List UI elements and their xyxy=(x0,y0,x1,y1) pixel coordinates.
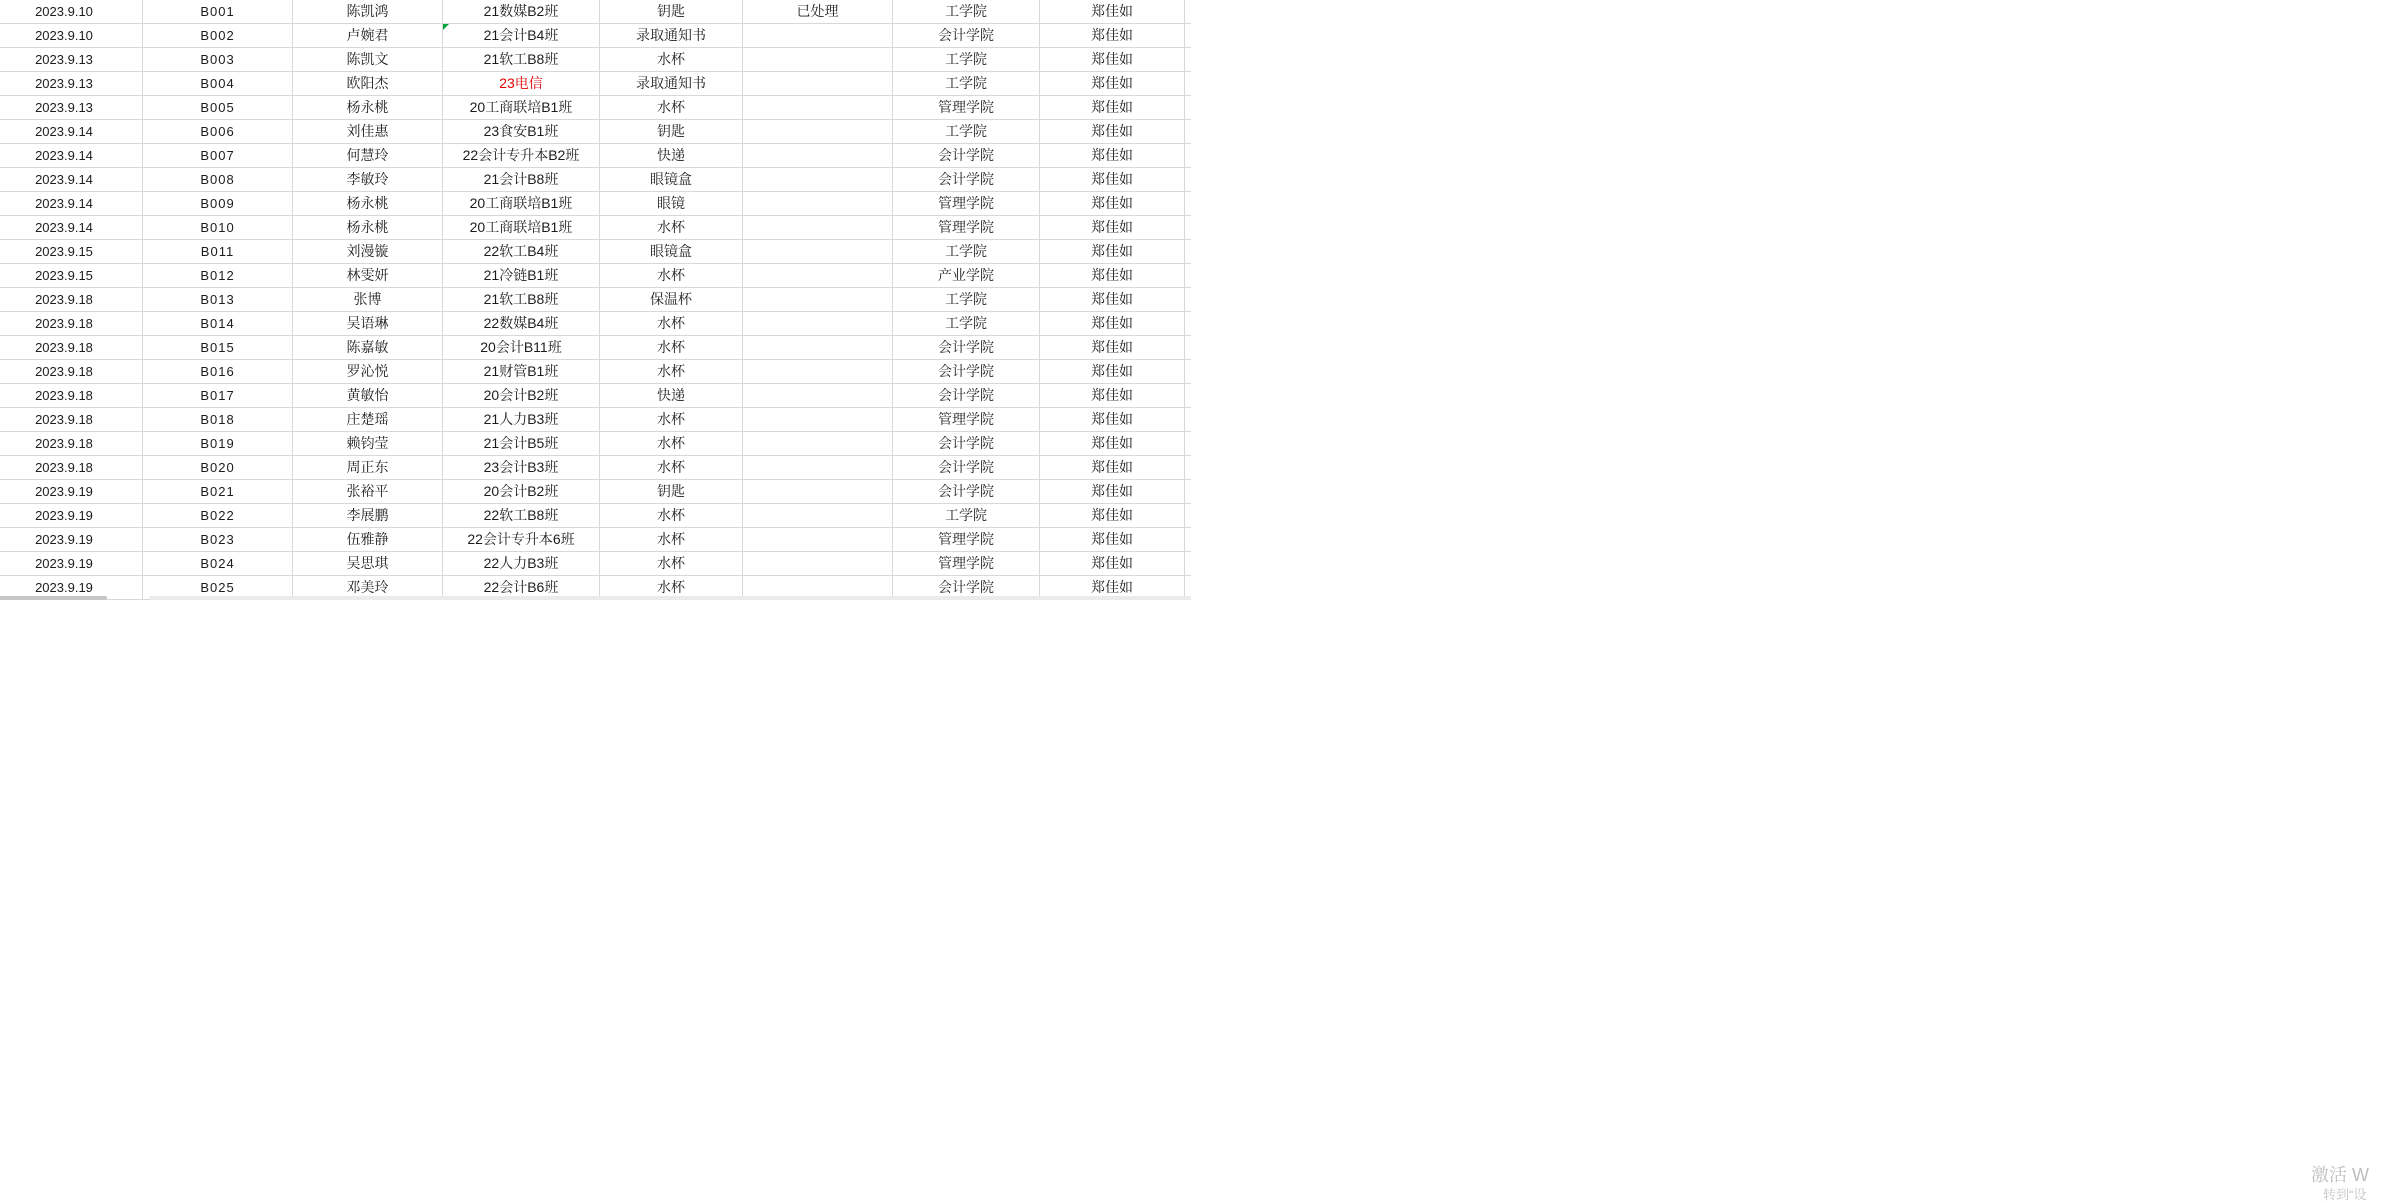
cell-item[interactable]: 水杯 xyxy=(600,576,743,600)
cell-item[interactable]: 保温杯 xyxy=(600,288,743,312)
cell-student-name[interactable]: 庄楚瑶 xyxy=(293,408,443,432)
cell-status[interactable] xyxy=(743,360,893,384)
cell-date[interactable]: 2023.9.18 xyxy=(0,312,143,336)
cell-college[interactable]: 工学院 xyxy=(893,120,1040,144)
table-row xyxy=(0,480,1191,504)
cell-status[interactable]: 已处理 xyxy=(743,0,893,24)
cell-record-id[interactable]: B001 xyxy=(143,0,293,24)
cell-student-name[interactable]: 杨永桃 xyxy=(293,216,443,240)
cell-class[interactable]: 21会计B8班 xyxy=(443,168,600,192)
cell-status[interactable] xyxy=(743,144,893,168)
cell-class[interactable]: 20会计B11班 xyxy=(443,336,600,360)
table-row xyxy=(0,96,1191,120)
cell-handler[interactable]: 郑佳如 xyxy=(1040,120,1185,144)
cell-class[interactable]: 20工商联培B1班 xyxy=(443,96,600,120)
cell-date[interactable]: 2023.9.14 xyxy=(0,192,143,216)
cell-item[interactable]: 水杯 xyxy=(600,312,743,336)
cell-record-id[interactable]: B017 xyxy=(143,384,293,408)
cell-date[interactable]: 2023.9.10 xyxy=(0,24,143,48)
cell-class[interactable]: 22数媒B4班 xyxy=(443,312,600,336)
cell-item[interactable]: 水杯 xyxy=(600,456,743,480)
cell-student-name[interactable]: 杨永桃 xyxy=(293,192,443,216)
cell-date[interactable]: 2023.9.14 xyxy=(0,120,143,144)
cell-class[interactable]: 21软工B8班 xyxy=(443,288,600,312)
cell-student-name[interactable]: 陈凯文 xyxy=(293,48,443,72)
table-row xyxy=(0,456,1191,480)
cell-handler[interactable]: 郑佳如 xyxy=(1040,360,1185,384)
cell-student-name[interactable]: 张裕平 xyxy=(293,480,443,504)
cell-status[interactable] xyxy=(743,312,893,336)
cell-status[interactable] xyxy=(743,216,893,240)
cell-date[interactable]: 2023.9.13 xyxy=(0,48,143,72)
cell-item[interactable]: 水杯 xyxy=(600,264,743,288)
cell-item[interactable]: 钥匙 xyxy=(600,120,743,144)
cell-student-name[interactable]: 伍雅静 xyxy=(293,528,443,552)
cell-class[interactable]: 21人力B3班 xyxy=(443,408,600,432)
table-row xyxy=(0,528,1191,552)
table-row xyxy=(0,72,1191,96)
cell-record-id[interactable]: B010 xyxy=(143,216,293,240)
cell-item[interactable]: 眼镜盒 xyxy=(600,168,743,192)
grid-filler-cell xyxy=(1185,480,1191,504)
cell-date[interactable]: 2023.9.14 xyxy=(0,216,143,240)
grid-filler-cell xyxy=(1185,288,1191,312)
cell-status[interactable] xyxy=(743,456,893,480)
cell-handler[interactable]: 郑佳如 xyxy=(1040,144,1185,168)
cell-college[interactable]: 会计学院 xyxy=(893,144,1040,168)
cell-handler[interactable]: 郑佳如 xyxy=(1040,96,1185,120)
cell-college[interactable]: 会计学院 xyxy=(893,480,1040,504)
table-row xyxy=(0,384,1191,408)
cell-handler[interactable]: 郑佳如 xyxy=(1040,456,1185,480)
cell-class[interactable]: 22软工B8班 xyxy=(443,504,600,528)
cell-student-name[interactable]: 林雯妍 xyxy=(293,264,443,288)
cell-record-id[interactable]: B004 xyxy=(143,72,293,96)
grid-filler-cell xyxy=(1185,432,1191,456)
cell-class[interactable]: 22会计B6班 xyxy=(443,576,600,600)
cell-class[interactable]: 21会计B5班 xyxy=(443,432,600,456)
cell-item[interactable]: 水杯 xyxy=(600,552,743,576)
grid-filler-cell xyxy=(1185,192,1191,216)
cell-item[interactable]: 水杯 xyxy=(600,504,743,528)
table-row xyxy=(0,312,1191,336)
cell-handler[interactable]: 郑佳如 xyxy=(1040,480,1185,504)
cell-student-name[interactable]: 罗沁悦 xyxy=(293,360,443,384)
cell-status[interactable] xyxy=(743,408,893,432)
cell-item[interactable]: 眼镜盒 xyxy=(600,240,743,264)
cell-handler[interactable]: 郑佳如 xyxy=(1040,216,1185,240)
cell-class[interactable]: 21会计B4班 xyxy=(443,24,600,48)
cell-student-name[interactable]: 杨永桃 xyxy=(293,96,443,120)
cell-item[interactable]: 快递 xyxy=(600,384,743,408)
cell-student-name[interactable]: 李展鹏 xyxy=(293,504,443,528)
grid-filler-cell xyxy=(1185,336,1191,360)
cell-date[interactable]: 2023.9.19 xyxy=(0,552,143,576)
table-row xyxy=(0,24,1191,48)
cell-date[interactable]: 2023.9.14 xyxy=(0,144,143,168)
cell-status[interactable] xyxy=(743,336,893,360)
table-row xyxy=(0,120,1191,144)
cell-record-id[interactable]: B021 xyxy=(143,480,293,504)
cell-status[interactable] xyxy=(743,552,893,576)
cell-handler[interactable]: 郑佳如 xyxy=(1040,288,1185,312)
table-row xyxy=(0,552,1191,576)
cell-record-id[interactable]: B022 xyxy=(143,504,293,528)
table-row xyxy=(0,288,1191,312)
cell-date[interactable]: 2023.9.10 xyxy=(0,0,143,24)
cell-status[interactable] xyxy=(743,24,893,48)
cell-date[interactable]: 2023.9.15 xyxy=(0,264,143,288)
table-row xyxy=(0,504,1191,528)
cell-item[interactable]: 水杯 xyxy=(600,360,743,384)
cell-item[interactable]: 录取通知书 xyxy=(600,72,743,96)
cell-item[interactable]: 快递 xyxy=(600,144,743,168)
table-row xyxy=(0,192,1191,216)
cell-student-name[interactable]: 欧阳杰 xyxy=(293,72,443,96)
cell-item[interactable]: 水杯 xyxy=(600,408,743,432)
table-row xyxy=(0,216,1191,240)
cell-status[interactable] xyxy=(743,192,893,216)
cell-record-id[interactable]: B014 xyxy=(143,312,293,336)
cell-status[interactable] xyxy=(743,120,893,144)
cell-student-name[interactable]: 吴语琳 xyxy=(293,312,443,336)
table-row xyxy=(0,0,1191,24)
cell-class[interactable]: 20会计B2班 xyxy=(443,480,600,504)
grid-filler-cell xyxy=(1185,24,1191,48)
cell-item[interactable]: 水杯 xyxy=(600,48,743,72)
cell-college[interactable]: 会计学院 xyxy=(893,576,1040,600)
table-row xyxy=(0,240,1191,264)
cell-record-id[interactable]: B006 xyxy=(143,120,293,144)
cell-date[interactable]: 2023.9.18 xyxy=(0,432,143,456)
cell-date[interactable]: 2023.9.19 xyxy=(0,504,143,528)
cell-class[interactable]: 23食安B1班 xyxy=(443,120,600,144)
cell-status[interactable] xyxy=(743,240,893,264)
cell-record-id[interactable]: B018 xyxy=(143,408,293,432)
grid-filler-cell xyxy=(1185,456,1191,480)
cell-date[interactable]: 2023.9.19 xyxy=(0,480,143,504)
grid-filler-cell xyxy=(1185,360,1191,384)
cell-college[interactable]: 会计学院 xyxy=(893,384,1040,408)
cell-student-name[interactable]: 张博 xyxy=(293,288,443,312)
cell-handler[interactable]: 郑佳如 xyxy=(1040,48,1185,72)
cell-date[interactable]: 2023.9.18 xyxy=(0,336,143,360)
cell-record-id[interactable]: B019 xyxy=(143,432,293,456)
grid-filler-cell xyxy=(1185,528,1191,552)
cell-handler[interactable]: 郑佳如 xyxy=(1040,432,1185,456)
cell-status[interactable] xyxy=(743,96,893,120)
cell-record-id[interactable]: B020 xyxy=(143,456,293,480)
cell-handler[interactable]: 郑佳如 xyxy=(1040,192,1185,216)
cell-status[interactable] xyxy=(743,288,893,312)
cell-class[interactable]: 20工商联培B1班 xyxy=(443,216,600,240)
cell-college[interactable]: 工学院 xyxy=(893,504,1040,528)
grid-filler-cell xyxy=(1185,120,1191,144)
cell-class[interactable]: 22会计专升本6班 xyxy=(443,528,600,552)
cell-item[interactable]: 水杯 xyxy=(600,216,743,240)
grid-filler-cell xyxy=(1185,384,1191,408)
cell-student-name[interactable]: 陈凯鸿 xyxy=(293,0,443,24)
cell-college[interactable]: 管理学院 xyxy=(893,96,1040,120)
cell-handler[interactable]: 郑佳如 xyxy=(1040,576,1185,600)
grid-filler-cell xyxy=(1185,144,1191,168)
cell-college[interactable]: 会计学院 xyxy=(893,24,1040,48)
cell-record-id[interactable]: B005 xyxy=(143,96,293,120)
cell-status[interactable] xyxy=(743,264,893,288)
cell-college[interactable]: 工学院 xyxy=(893,72,1040,96)
cell-item[interactable]: 水杯 xyxy=(600,432,743,456)
error-indicator-icon xyxy=(443,24,449,30)
cell-student-name[interactable]: 卢婉君 xyxy=(293,24,443,48)
cell-date[interactable]: 2023.9.13 xyxy=(0,96,143,120)
grid-filler-cell xyxy=(1185,408,1191,432)
table-row xyxy=(0,432,1191,456)
cell-handler[interactable]: 郑佳如 xyxy=(1040,264,1185,288)
cell-date[interactable]: 2023.9.18 xyxy=(0,288,143,312)
cell-student-name[interactable]: 吴思琪 xyxy=(293,552,443,576)
cell-college[interactable]: 会计学院 xyxy=(893,432,1040,456)
cell-college[interactable]: 工学院 xyxy=(893,312,1040,336)
cell-student-name[interactable]: 刘漫镟 xyxy=(293,240,443,264)
cell-record-id[interactable]: B023 xyxy=(143,528,293,552)
grid-filler-cell xyxy=(1185,240,1191,264)
cell-student-name[interactable]: 刘佳惠 xyxy=(293,120,443,144)
cell-class[interactable]: 21冷链B1班 xyxy=(443,264,600,288)
cell-record-id[interactable]: B007 xyxy=(143,144,293,168)
grid-filler-cell xyxy=(1185,216,1191,240)
table-row xyxy=(0,336,1191,360)
cell-college[interactable]: 工学院 xyxy=(893,48,1040,72)
cell-date[interactable]: 2023.9.13 xyxy=(0,72,143,96)
cell-record-id[interactable]: B012 xyxy=(143,264,293,288)
cell-item[interactable]: 钥匙 xyxy=(600,480,743,504)
cell-class[interactable]: 23会计B3班 xyxy=(443,456,600,480)
cell-handler[interactable]: 郑佳如 xyxy=(1040,72,1185,96)
cell-status[interactable] xyxy=(743,528,893,552)
cell-class[interactable]: 21软工B8班 xyxy=(443,48,600,72)
cell-record-id[interactable]: B008 xyxy=(143,168,293,192)
horizontal-scrollbar-thumb[interactable] xyxy=(0,596,107,600)
cell-student-name[interactable]: 赖钧莹 xyxy=(293,432,443,456)
table-row xyxy=(0,144,1191,168)
cell-record-id[interactable]: B009 xyxy=(143,192,293,216)
cell-college[interactable]: 产业学院 xyxy=(893,264,1040,288)
cell-college[interactable]: 管理学院 xyxy=(893,216,1040,240)
grid-filler-cell xyxy=(1185,504,1191,528)
cell-item[interactable]: 水杯 xyxy=(600,96,743,120)
cell-item[interactable]: 录取通知书 xyxy=(600,24,743,48)
cell-class[interactable]: 20会计B2班 xyxy=(443,384,600,408)
cell-status[interactable] xyxy=(743,504,893,528)
cell-class[interactable]: 21财管B1班 xyxy=(443,360,600,384)
cell-status[interactable] xyxy=(743,432,893,456)
cell-record-id[interactable]: B013 xyxy=(143,288,293,312)
cell-student-name[interactable]: 周正东 xyxy=(293,456,443,480)
cell-handler[interactable]: 郑佳如 xyxy=(1040,24,1185,48)
cell-item[interactable]: 钥匙 xyxy=(600,0,743,24)
grid-filler-cell xyxy=(1185,168,1191,192)
cell-date[interactable]: 2023.9.18 xyxy=(0,456,143,480)
cell-class[interactable]: 20工商联培B1班 xyxy=(443,192,600,216)
cell-status[interactable] xyxy=(743,72,893,96)
cell-college[interactable]: 工学院 xyxy=(893,240,1040,264)
cell-item[interactable]: 水杯 xyxy=(600,336,743,360)
cell-record-id[interactable]: B024 xyxy=(143,552,293,576)
cell-record-id[interactable]: B015 xyxy=(143,336,293,360)
cell-college[interactable]: 管理学院 xyxy=(893,408,1040,432)
spreadsheet-rows xyxy=(0,0,1191,600)
cell-handler[interactable]: 郑佳如 xyxy=(1040,528,1185,552)
grid-filler-cell xyxy=(1185,96,1191,120)
cell-record-id[interactable]: B025 xyxy=(143,576,293,600)
cell-college[interactable]: 会计学院 xyxy=(893,336,1040,360)
cell-handler[interactable]: 郑佳如 xyxy=(1040,168,1185,192)
cell-class[interactable]: 22软工B4班 xyxy=(443,240,600,264)
watermark-line1: 激活 W xyxy=(2311,1165,2369,1185)
table-row xyxy=(0,360,1191,384)
grid-filler-cell xyxy=(1185,552,1191,576)
grid-filler-cell xyxy=(1185,264,1191,288)
cell-date[interactable]: 2023.9.15 xyxy=(0,240,143,264)
cell-handler[interactable]: 郑佳如 xyxy=(1040,312,1185,336)
cell-date[interactable]: 2023.9.19 xyxy=(0,576,143,600)
cell-status[interactable] xyxy=(743,384,893,408)
cell-college[interactable]: 会计学院 xyxy=(893,456,1040,480)
cell-handler[interactable]: 郑佳如 xyxy=(1040,336,1185,360)
cell-student-name[interactable]: 黄敏怡 xyxy=(293,384,443,408)
cell-student-name[interactable]: 陈嘉敏 xyxy=(293,336,443,360)
cell-handler[interactable]: 郑佳如 xyxy=(1040,240,1185,264)
cell-college[interactable]: 工学院 xyxy=(893,0,1040,24)
grid-filler-cell xyxy=(1185,48,1191,72)
table-row xyxy=(0,264,1191,288)
grid-filler-cell xyxy=(1185,312,1191,336)
cell-class[interactable]: 22人力B3班 xyxy=(443,552,600,576)
cell-item[interactable]: 眼镜 xyxy=(600,192,743,216)
cell-status[interactable] xyxy=(743,168,893,192)
cell-handler[interactable]: 郑佳如 xyxy=(1040,408,1185,432)
cell-class[interactable]: 21数媒B2班 xyxy=(443,0,600,24)
cell-class[interactable]: 22会计专升本B2班 xyxy=(443,144,600,168)
cell-student-name[interactable]: 邓美玲 xyxy=(293,576,443,600)
cell-record-id[interactable]: B011 xyxy=(143,240,293,264)
cell-status[interactable] xyxy=(743,480,893,504)
cell-handler[interactable]: 郑佳如 xyxy=(1040,504,1185,528)
cell-record-id[interactable]: B002 xyxy=(143,24,293,48)
grid-filler-cell xyxy=(1185,72,1191,96)
cell-date[interactable]: 2023.9.18 xyxy=(0,384,143,408)
cell-college[interactable]: 管理学院 xyxy=(893,528,1040,552)
cell-item[interactable]: 水杯 xyxy=(600,528,743,552)
horizontal-scrollbar-track[interactable] xyxy=(150,596,1191,600)
cell-date[interactable]: 2023.9.14 xyxy=(0,168,143,192)
cell-handler[interactable]: 郑佳如 xyxy=(1040,0,1185,24)
cell-college[interactable]: 会计学院 xyxy=(893,168,1040,192)
cell-date[interactable]: 2023.9.18 xyxy=(0,408,143,432)
cell-student-name[interactable]: 何慧玲 xyxy=(293,144,443,168)
cell-record-id[interactable]: B003 xyxy=(143,48,293,72)
cell-status[interactable] xyxy=(743,48,893,72)
cell-record-id[interactable]: B016 xyxy=(143,360,293,384)
cell-college[interactable]: 管理学院 xyxy=(893,552,1040,576)
cell-date[interactable]: 2023.9.19 xyxy=(0,528,143,552)
cell-college[interactable]: 管理学院 xyxy=(893,192,1040,216)
table-row xyxy=(0,168,1191,192)
cell-class[interactable]: 23电信 xyxy=(443,72,600,96)
cell-college[interactable]: 工学院 xyxy=(893,288,1040,312)
cell-date[interactable]: 2023.9.18 xyxy=(0,360,143,384)
cell-handler[interactable]: 郑佳如 xyxy=(1040,552,1185,576)
watermark-line2: 转到“设 xyxy=(2323,1187,2367,1202)
cell-handler[interactable]: 郑佳如 xyxy=(1040,384,1185,408)
cell-student-name[interactable]: 李敏玲 xyxy=(293,168,443,192)
cell-college[interactable]: 会计学院 xyxy=(893,360,1040,384)
table-row xyxy=(0,48,1191,72)
table-row xyxy=(0,408,1191,432)
grid-filler-cell xyxy=(1185,0,1191,24)
